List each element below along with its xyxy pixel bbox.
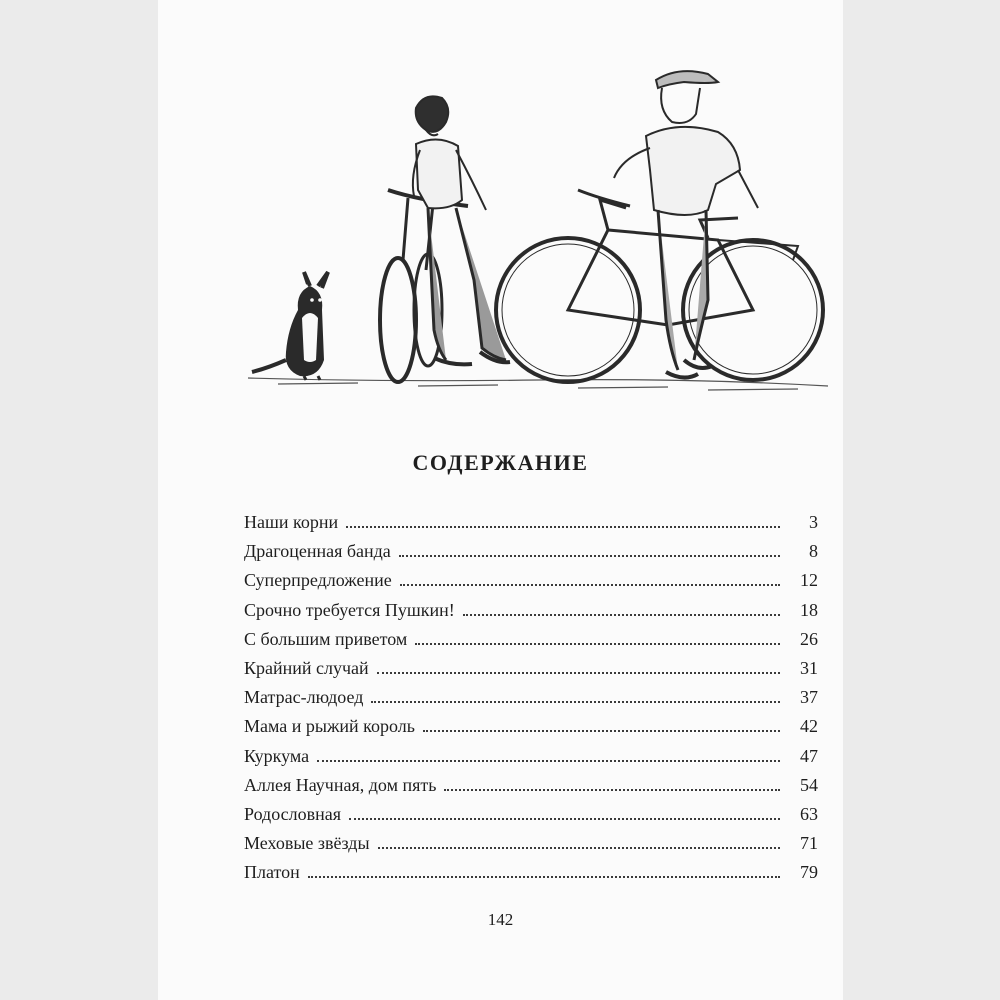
- toc-entry-title: С большим приветом: [244, 628, 408, 649]
- toc-entry[interactable]: [244, 773, 818, 802]
- page-number: 142: [487, 910, 514, 929]
- dot-leader: [378, 846, 780, 849]
- toc-entry-title: Аллея Научная, дом пять: [244, 774, 437, 795]
- toc-entry[interactable]: [244, 539, 818, 568]
- left-bicycle: [380, 190, 468, 382]
- dot-leader: [400, 583, 780, 586]
- dot-leader: [346, 525, 780, 528]
- toc-entry-page: 79: [800, 862, 818, 883]
- toc-entry-title: Мама и рыжий король: [244, 716, 415, 737]
- toc-entry-page: 71: [800, 833, 818, 854]
- toc-entry-page: 37: [800, 687, 818, 708]
- boys-with-bicycles-and-dog-illustration: [238, 60, 838, 410]
- toc-entry-page: 54: [800, 774, 818, 795]
- dot-leader: [463, 613, 780, 616]
- dot-leader: [423, 729, 780, 732]
- toc-entry-title: Драгоценная банда: [244, 541, 391, 562]
- toc-entry[interactable]: [244, 831, 818, 860]
- dot-leader: [371, 700, 780, 703]
- toc-entry-title: Куркума: [244, 745, 310, 766]
- dot-leader: [308, 875, 780, 878]
- toc-entry-title: Крайний случай: [244, 657, 369, 678]
- toc-entry[interactable]: [244, 568, 818, 597]
- dot-leader: [415, 642, 780, 645]
- toc-entry[interactable]: [244, 802, 818, 831]
- toc-entry[interactable]: [244, 744, 818, 773]
- toc-entry-title: Матрас-людоед: [244, 687, 364, 708]
- toc-entry-page: 26: [800, 628, 818, 649]
- dog-figure: [252, 272, 328, 380]
- toc-entry-page: 12: [800, 570, 818, 591]
- toc-entry-page: 42: [800, 716, 818, 737]
- toc-entry-title: Наши корни: [244, 512, 339, 532]
- toc-entry-title: Срочно требуется Пушкин!: [244, 599, 455, 620]
- dot-leader: [317, 759, 780, 762]
- toc-entry-page: 8: [809, 541, 818, 562]
- toc-entry[interactable]: [244, 598, 818, 627]
- dot-leader: [399, 554, 780, 557]
- toc-entry[interactable]: [244, 685, 818, 714]
- toc-entry[interactable]: [244, 656, 818, 685]
- toc-entry-title: Суперпредложение: [244, 570, 392, 591]
- toc-entry-page: 63: [800, 803, 818, 824]
- toc-entry-title: Родословная: [244, 803, 342, 824]
- page-title: СОДЕРЖАНИЕ: [412, 450, 589, 475]
- toc-entry[interactable]: [244, 714, 818, 743]
- dot-leader: [444, 788, 780, 791]
- toc-entry-title: Платон: [244, 862, 300, 883]
- table-of-contents: [244, 510, 818, 889]
- toc-entry[interactable]: [244, 627, 818, 656]
- toc-entry[interactable]: [244, 510, 818, 539]
- dot-leader: [377, 671, 780, 674]
- toc-entry-page: 18: [800, 599, 818, 620]
- toc-entry-title: Меховые звёзды: [244, 833, 370, 854]
- toc-entry-page: 47: [800, 745, 818, 766]
- dot-leader: [349, 817, 780, 820]
- toc-entry-page: 31: [800, 657, 818, 678]
- book-page: [158, 0, 843, 1000]
- toc-entry-page: 3: [809, 512, 818, 532]
- toc-entry[interactable]: [244, 860, 818, 889]
